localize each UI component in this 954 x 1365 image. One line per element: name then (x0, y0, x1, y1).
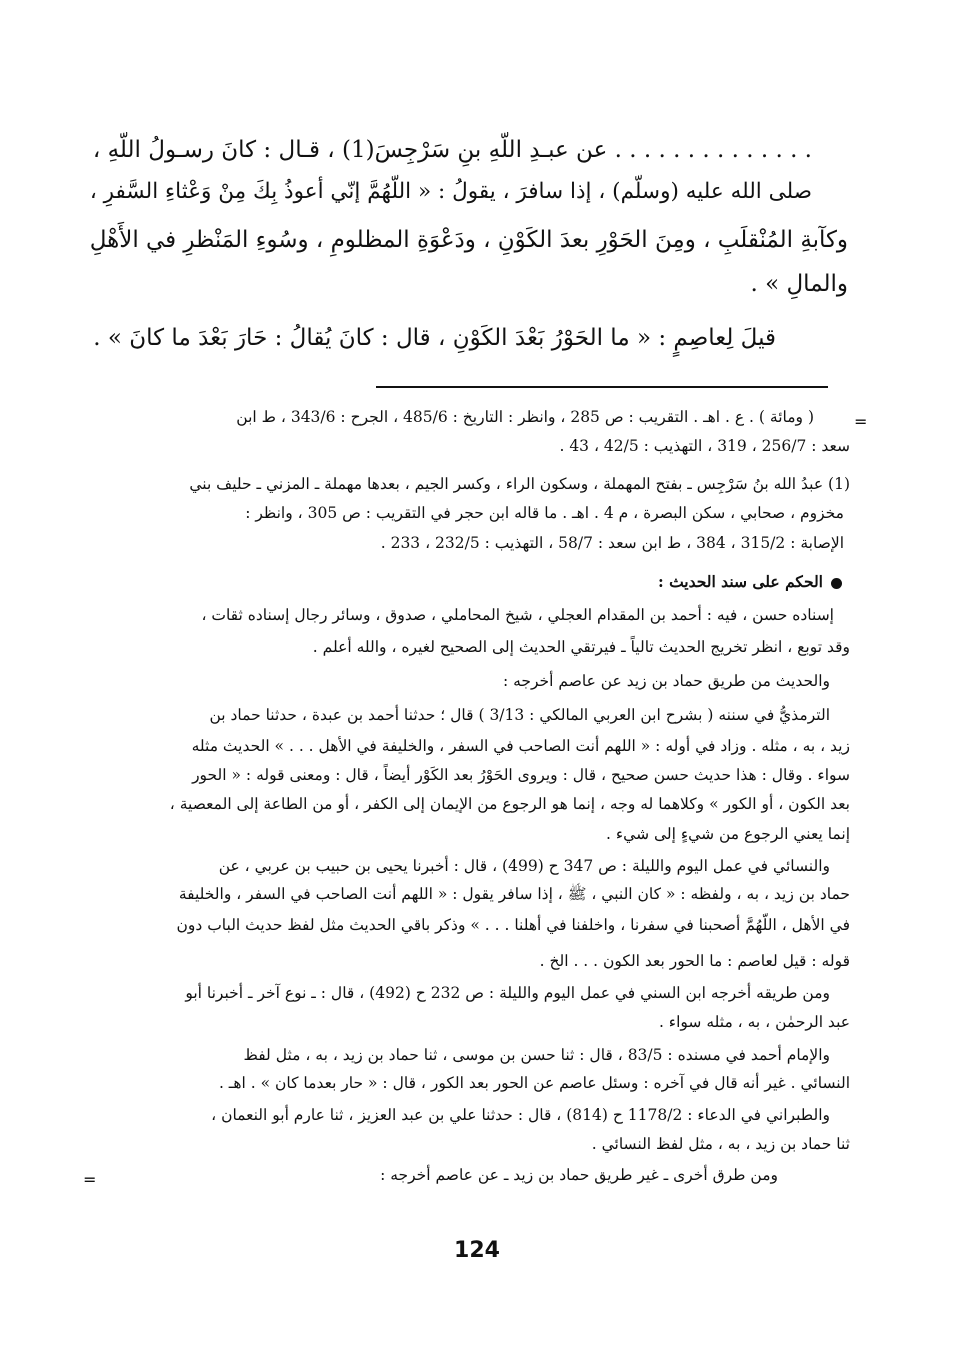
hukm-line: ومن طريقه أخرجه ابن السني في عمل اليوم والليلة : ص 232 ح (492) ، قال : ـ نوع آخر ـ أخبرنا أبو (185, 984, 830, 1002)
hukm-line: والنسائي في عمل اليوم والليلة : ص 347 ح (499) ، قال : أخبرنا يحيى بن حبيب بن عربي ، عن (218, 857, 830, 875)
margin-mark: = (83, 1170, 97, 1189)
main-line: ‏. . . . . . . . . . . . . . عن عبـدِ اللّهِ بنِ سَرْجِسَ(1) ، قـال : كانَ رسـولُ اللّهِ ، (92, 137, 812, 163)
hukm-line: إنما يعني الرجوع من شيءٍ إلى شيء . (606, 825, 850, 843)
footnote-line: سعد : 256/7 ، 319 ، التهذيب : 42/5 ، 43 . (559, 437, 850, 455)
hukm-line: عبد الرحمٰن ، به ، مثله سواء . (658, 1013, 850, 1031)
footnote-line: مخزوم ، صحابي ، سكن البصرة ، م 4 . اهـ . ما قاله ابن حجر في التقريب : ص 305 ، وانظر : (245, 504, 844, 522)
hukm-line: حماد بن زيد ، به ، ولفظه : « كان النبي ، ﷺ ، إذا سافر يقول : « اللهم أنت الصاحب في السفر ، والخليفة (178, 885, 850, 903)
hukm-line: ومن طرق أخرى ـ غير طريق حماد بن زيد ـ عن عاصم أخرجه : (380, 1166, 778, 1184)
hukm-line: بعد الكون ، أو الكور » وكلاهما له وجه ، إنما هو الرجوع من الإيمان إلى الكفر ، أو من الطاعة إلى المعصية ، (169, 795, 850, 813)
main-line: وكآبةِ المُنْقلَبِ ، ومِنَ الحَوْرِ بعدَ الكَوْنِ ، ودَعْوَةِ المظلومِ ، وسُوءِ المَنْظرِ في الأَهْلِ (89, 227, 848, 253)
page-number: 124 (454, 1238, 500, 1263)
section-heading: الحكم على سند الحديث : (658, 569, 842, 595)
hukm-line: إسناده حسن ، فيه : أحمد بن المقدام العجلي ، شيخ المحاملي ، صدوق ، وسائر رجال إسناده ثقات ، (201, 606, 834, 624)
bullet-icon (831, 578, 842, 589)
main-line: والمالِ » . (750, 271, 848, 297)
hukm-line: والإمام أحمد في مسنده : 83/5 ، قال : ثنا حسن بن موسى ، ثنا حماد بن زيد ، به ، مثل لفظ (243, 1046, 830, 1064)
hukm-line: الترمذيُّ في سننه ( بشرح ابن العربي المالكي : 3/13 ) قال ؛ حدثنا أحمد بن عبدة ، حدثنا حماد بن (209, 706, 830, 724)
main-line: قيلَ لِعاصِمٍ : « ما الحَوْرُ بَعْدَ الكَوْنِ ، قال : كانَ يُقالُ : حَارَ بَعْدَ ما كانَ » . (93, 325, 776, 351)
hukm-line: والطبراني في الدعاء : 1178/2 ح (814) ، قال : حدثنا علي بن عبد العزيز ، ثنا عارم أبو النعمان ، (211, 1106, 830, 1124)
main-line: صلى الله عليه (وسلّم) ، إذا سافرَ ، يقولُ : « اللّهُمَّ إنّي أعوذُ بِكَ مِنْ وَعْثاءِ السَّفرِ ، (89, 179, 812, 204)
margin-mark: = (854, 412, 868, 431)
hukm-line: وقد توبع ، انظر تخريج الحديث تالياً ـ فيرتقي الحديث إلى الصحيح لغيره ، والله أعلم . (312, 638, 850, 656)
footnote-line: الإصابة : 315/2 ، 384 ، ط ابن سعد : 58/7 ، التهذيب : 232/5 ، 233 . (380, 534, 844, 552)
hukm-line: سواء . وقال : هذا حديث حسن صحيح ، قال : ويروى الحَوْرُ بعد الكَوْر أيضاً ، قال : ومعنى قوله : « الحور (192, 766, 850, 784)
hukm-line: والحديث من طريق حماد بن زيد عن عاصم أخرجه : (502, 672, 830, 690)
footnote-separator (376, 386, 828, 388)
hukm-line: النسائي . غير أنه قال في آخره : وسئل عاصم عن الحور بعد الكور ، قال : « حار بعدما كان » . اهـ . (218, 1074, 850, 1092)
footnote-line: (1) عبدُ الله بنُ سَرْجِس ـ بفتح المهملة ، وسكون الراء ، وكسر الجيم ، بعدها مهملة ـ المزني ـ حليف بني (189, 475, 850, 493)
hukm-line: في الأهل ، اللّهُمَّ أصحبنا في سفرنا ، واخلفنا في أهلنا . . . » وذكر باقي الحديث مثل لفظ حديث الباب دون (176, 916, 850, 934)
hukm-line: قوله : قيل لعاصم : ما الحور بعد الكون . . . الخ . (539, 952, 850, 970)
hukm-line: زيد ، به ، مثله . وزاد في أوله : « اللهم أنت الصاحب في السفر ، والخليفة في الأهل . . . » الحديث مثله (191, 737, 850, 755)
hukm-line: ثنا حماد بن زيد ، به ، مثل لفظ النسائي . (591, 1135, 850, 1153)
footnote-line: ( ومائة ) . ع . اهـ . التقريب : ص 285 ، وانظر : التاريخ : 485/6 ، الجرح : 343/6 ، ط ابن (236, 408, 814, 426)
